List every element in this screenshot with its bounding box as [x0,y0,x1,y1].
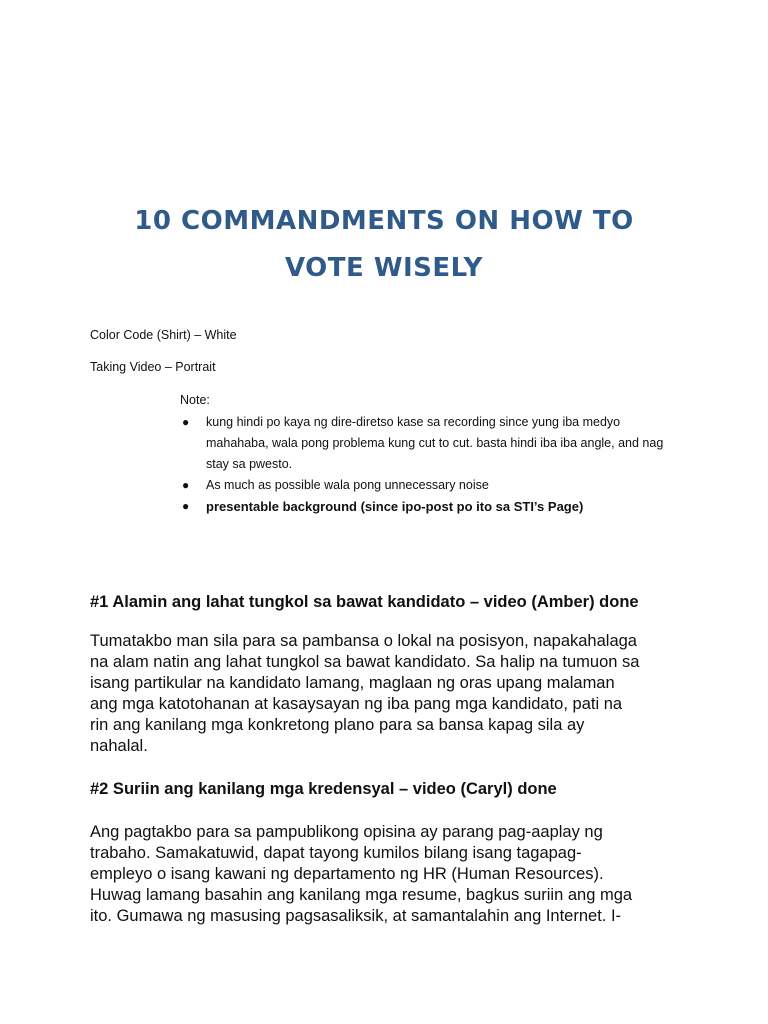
note-bullet-item [180,475,700,496]
section-heading-1: #1 Alamin ang lahat tungkol sa bawat kandidato – video (Amber) done [90,593,639,611]
note-block [180,394,700,517]
note-bullet-line: mahahaba, wala pong problema kung cut to cut. basta hindi iba iba angle, and nag [206,435,664,450]
bullet-icon: ● [182,477,190,492]
paragraph-line: ang mga katotohanan at kasaysayan ng iba pang mga kandidato, pati na [90,695,623,713]
note-bullet-item [180,496,700,517]
document-title-line-2: VOTE WISELY [285,253,483,283]
section-paragraph-1 [90,631,690,757]
paragraph-line: Ang pagtakbo para sa pampublikong opisina ay parang pag-aaplay ng [90,823,603,841]
paragraph-line: trabaho. Samakatuwid, dapat tayong kumilos bilang isang tagapag- [90,844,582,862]
document-title-line-1: 10 COMMANDMENTS ON HOW TO [134,206,634,236]
note-bullet-line: stay sa pwesto. [206,456,293,471]
color-code-line: Color Code (Shirt) – White [90,328,237,342]
section-heading-2: #2 Suriin ang kanilang mga kredensyal – video (Caryl) done [90,780,557,798]
paragraph-line: isang partikular na kandidato lamang, maglaan ng oras upang malaman [90,674,615,692]
bullet-icon: ● [182,414,190,429]
bullet-icon: ● [182,498,190,513]
paragraph-line: Tumatakbo man sila para sa pambansa o lokal na posisyon, napakahalaga [90,632,637,650]
paragraph-line: Huwag lamang basahin ang kanilang mga resume, bagkus suriin ang mga [90,886,633,904]
note-label: Note: [180,393,210,407]
paragraph-line: empleyo o isang kawani ng departamento ng HR (Human Resources). [90,865,604,883]
section-paragraph-2 [90,822,690,927]
paragraph-line: nahalal. [90,737,148,755]
taking-video-line: Taking Video – Portrait [90,360,216,374]
note-bullet-line: kung hindi po kaya ng dire-diretso kase sa recording since yung iba medyo [206,414,621,429]
paragraph-line: rin ang kanilang mga konkretong plano para sa bansa kapag sila ay [90,716,585,734]
note-bullet-line: As much as possible wala pong unnecessary noise [206,477,489,492]
note-bullet-item [180,412,700,475]
note-bullet-list [180,412,700,517]
note-bullet-line: presentable background (since ipo-post po ito sa STI’s Page) [206,498,584,514]
paragraph-line: ito. Gumawa ng masusing pagsasaliksik, at samantalahin ang Internet. I- [90,907,622,925]
paragraph-line: na alam natin ang lahat tungkol sa bawat kandidato. Sa halip na tumuon sa [90,653,640,671]
